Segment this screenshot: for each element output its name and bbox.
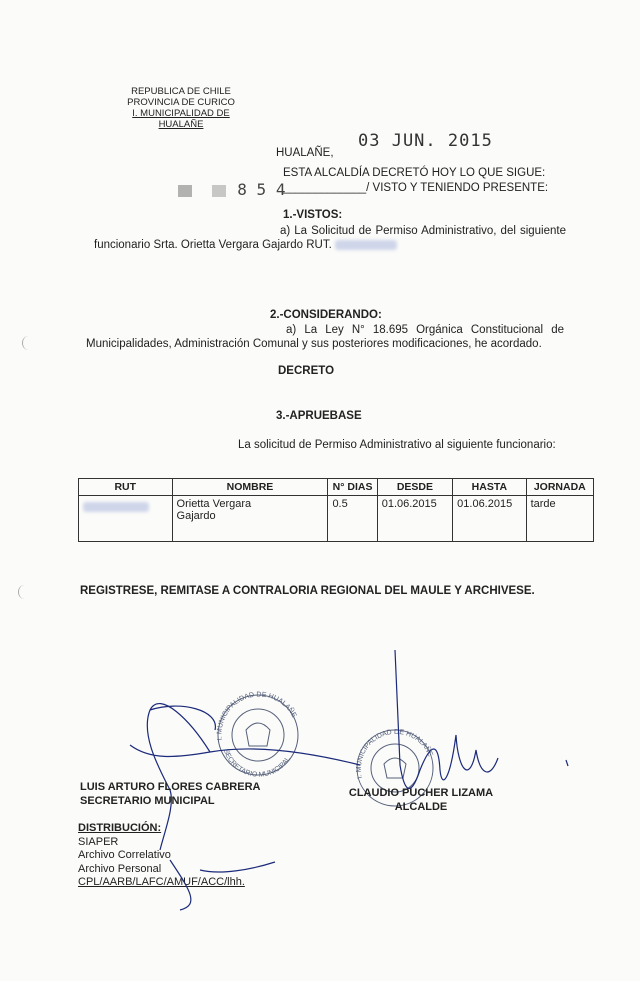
decree-number-mark-stamp — [212, 185, 226, 197]
apruebase-text: La solicitud de Permiso Administrativo al siguiente funcionario: — [238, 439, 556, 451]
distribution-item: Archivo Correlativo — [78, 849, 171, 861]
svg-text:SECRETARIO MUNICIPAL: SECRETARIO MUNICIPAL — [222, 748, 292, 779]
letterhead-country: REPUBLICA DE CHILE — [131, 86, 231, 97]
distribution-item: SIAPER — [78, 835, 119, 848]
cell-nombre-value: Orietta Vergara Gajardo — [176, 498, 252, 522]
signature-mark — [566, 760, 568, 766]
col-header-jornada: JORNADA — [526, 479, 593, 496]
col-header-desde: DESDE — [377, 479, 452, 496]
considerando-text: a) La Ley N° 18.695 Orgánica Constitucional de Municipalidades, Administración Comunal y sus posteriores modificaciones, he acordado. — [86, 324, 564, 350]
svg-text:I. MUNICIPALIDAD DE HUALAÑE: I. MUNICIPALIDAD DE HUALAÑE — [355, 728, 434, 780]
distribution-initials: CPL/AARB/LAFC/AMUF/ACC/lhh. — [78, 876, 245, 888]
signatory-left-role: SECRETARIO MUNICIPAL — [80, 795, 215, 807]
col-header-dias: N° DIAS — [328, 479, 377, 496]
letterhead-municipality: I. MUNICIPALIDAD DE HUALAÑE — [132, 108, 230, 130]
col-header-rut: RUT — [79, 479, 173, 496]
table-header-row — [79, 479, 594, 496]
cell-desde: 01.06.2015 — [377, 496, 452, 542]
svg-text:I. MUNICIPALIDAD DE HUALAÑE: I. MUNICIPALIDAD DE HUALAÑE — [216, 691, 298, 741]
signatory-left — [80, 780, 260, 808]
decree-number — [178, 180, 285, 199]
signatory-right-role: ALCALDE — [394, 801, 448, 813]
cell-hasta: 01.06.2015 — [453, 496, 526, 542]
punch-hole-mark — [18, 585, 31, 599]
cell-nombre — [172, 496, 328, 542]
vistos-text — [94, 224, 566, 252]
decree-number-prefix-stamp — [178, 185, 192, 197]
seal-secretario — [216, 692, 298, 779]
letterhead-province: PROVINCIA DE CURICO — [127, 97, 235, 108]
letterhead — [112, 86, 250, 130]
place-label: HUALAÑE, — [276, 147, 334, 159]
apruebase-title: 3.-APRUEBASE — [276, 410, 362, 422]
signature-alcalde — [395, 650, 498, 789]
col-header-hasta: HASTA — [453, 479, 526, 496]
signatory-right-name: CLAUDIO PUCHER LIZAMA — [348, 787, 494, 799]
permit-table — [78, 478, 594, 542]
intro-line-1: ESTA ALCALDÍA DECRETÓ HOY LO QUE SIGUE: — [283, 167, 546, 179]
cell-dias: 0.5 — [328, 496, 377, 542]
redacted-rut — [335, 240, 397, 250]
redacted-rut-cell — [83, 502, 149, 512]
registrese-line: REGISTRESE, REMITASE A CONTRALORIA REGIONAL DEL MAULE Y ARCHIVESE. — [80, 585, 535, 597]
table-row — [79, 496, 594, 542]
decreto-title: DECRETO — [278, 365, 335, 377]
decree-number-value: 8 5 4 — [237, 180, 286, 199]
distribution-item: Archivo Personal — [78, 862, 162, 875]
considerando-title: 2.-CONSIDERANDO: — [270, 309, 382, 321]
col-header-nombre: NOMBRE — [172, 479, 328, 496]
signatory-left-name: LUIS ARTURO FLORES CABRERA — [80, 781, 261, 793]
cell-jornada: tarde — [526, 496, 593, 542]
initials-scribble — [160, 850, 290, 920]
intro-line-2: _____________/ VISTO Y TENIENDO PRESENTE: — [283, 182, 549, 194]
vistos-body: a) La Solicitud de Permiso Administrativo, del siguiente funcionario Srta. Orietta Vergara Gajardo RUT. — [94, 225, 566, 251]
distribution-title: DISTRIBUCIÓN: — [78, 822, 162, 834]
date-stamp: 03 JUN. 2015 — [358, 131, 493, 151]
signatory-right — [346, 786, 496, 814]
punch-hole-mark — [22, 336, 35, 350]
cell-rut — [79, 496, 173, 542]
vistos-title: 1.-VISTOS: — [283, 209, 343, 221]
